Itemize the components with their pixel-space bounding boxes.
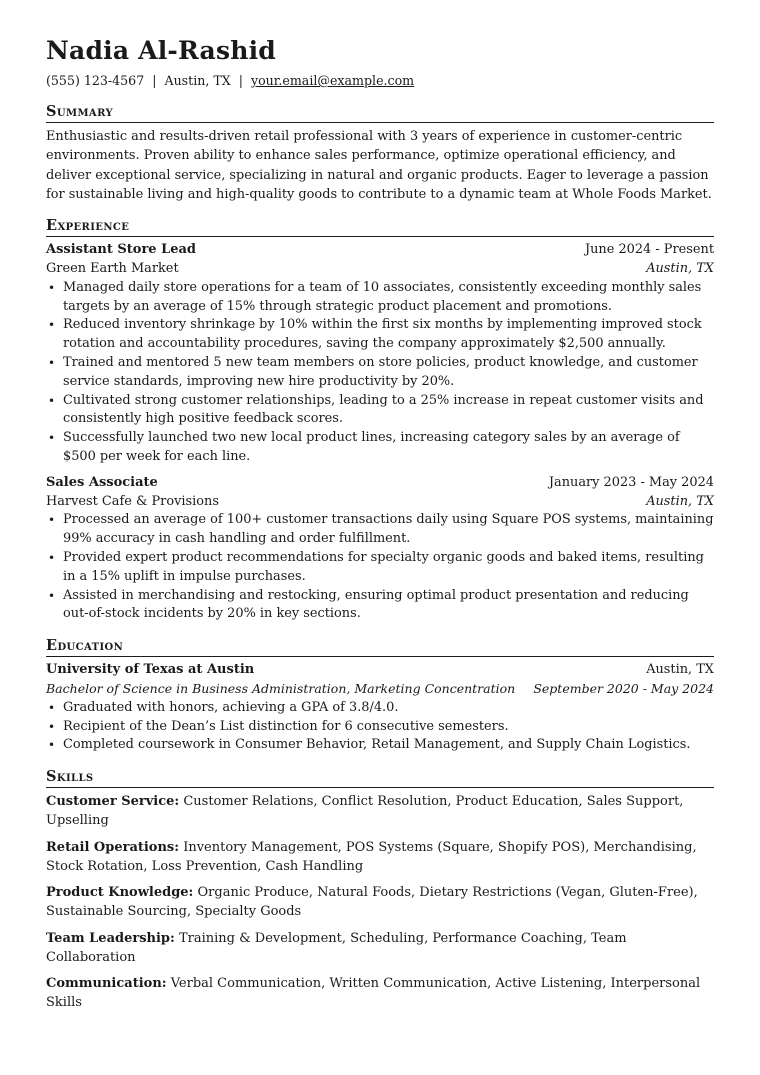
bullet-item: • Recipient of the Dean’s List distinction for 6 consecutive semesters.	[63, 718, 714, 737]
skill-row	[46, 883, 714, 921]
job-location: Austin, TX	[646, 260, 714, 276]
bullet-item: • Processed an average of 100+ customer transactions daily using Square POS systems, maintaining 99% accuracy in cash handling and order fulfillment.	[63, 511, 714, 549]
job-location: Austin, TX	[646, 493, 714, 509]
bullet-item: • Managed daily store operations for a team of 10 associates, consistently exceeding monthly sales targets by an average of 15% through strategic product placement and promotions.	[63, 279, 714, 317]
education-section	[46, 636, 714, 755]
school-name: University of Texas at Austin	[46, 662, 255, 678]
skill-list: Verbal Communication, Written Communication, Active Listening, Interpersonal Skills	[46, 976, 701, 1011]
phone: (555) 123-4567	[46, 73, 145, 88]
skill-category: Retail Operations:	[46, 839, 180, 855]
bullet-item: • Assisted in merchandising and restocking, ensuring optimal product presentation and reducing out-of-stock incidents by 20% in key sections.	[63, 587, 714, 625]
skill-row	[46, 838, 714, 876]
experience-section	[46, 216, 714, 624]
education-dates: September 2020 - May 2024	[533, 680, 714, 696]
job-bullets	[46, 511, 714, 624]
bullet-item: • Successfully launched two new local product lines, increasing category sales by an average of $500 per week for each line.	[63, 429, 714, 467]
contact-line	[46, 72, 714, 90]
section-title-skills: Skills	[46, 767, 714, 788]
job-dates: January 2023 - May 2024	[548, 474, 714, 490]
school-location: Austin, TX	[646, 662, 714, 678]
location: Austin, TX	[164, 73, 231, 88]
separator: |	[238, 73, 243, 88]
section-title-experience: Experience	[46, 216, 714, 237]
company-name: Green Earth Market	[46, 260, 179, 276]
email-link[interactable]: your.email@example.com	[250, 73, 415, 88]
bullet-item: • Reduced inventory shrinkage by 10% within the first six months by implementing improved stock rotation and accountability procedures, saving the company approximately $2,500 annually.	[63, 316, 714, 354]
skill-category: Customer Service:	[46, 794, 180, 810]
separator: |	[152, 73, 157, 88]
skill-row	[46, 792, 714, 830]
job-entry	[46, 474, 714, 624]
bullet-item: • Graduated with honors, achieving a GPA of 3.8/4.0.	[63, 699, 714, 718]
job-dates: June 2024 - Present	[584, 242, 714, 258]
skill-list: Training & Development, Scheduling, Performance Coaching, Team Collaboration	[46, 930, 627, 965]
job-title: Assistant Store Lead	[46, 242, 197, 258]
skill-category: Communication:	[46, 976, 167, 992]
summary-text: Enthusiastic and results-driven retail professional with 3 years of experience in customer-centric environments. Proven ability to enhance sales performance, optimize operational efficiency, and deliver exceptional service, specializing in natural and organic products. Eager to leverage a passion for sustainable living and high-quality goods to contribute to a dynamic team at Whole Foods Market.	[46, 129, 712, 202]
bullet-item: • Completed coursework in Consumer Behavior, Retail Management, and Supply Chain Logistics.	[63, 736, 714, 755]
skill-list: Organic Produce, Natural Foods, Dietary Restrictions (Vegan, Gluten-Free), Sustainable Sourcing, Specialty Goods	[46, 885, 698, 920]
candidate-name: Nadia Al-Rashid	[46, 36, 276, 65]
education-bullets	[46, 699, 714, 755]
company-name: Harvest Cafe & Provisions	[46, 493, 219, 509]
degree: Bachelor of Science in Business Administration, Marketing Concentration	[46, 680, 516, 696]
job-title: Sales Associate	[46, 474, 158, 490]
bullet-item: • Provided expert product recommendations for specialty organic goods and baked items, resulting in a 15% uplift in impulse purchases.	[63, 549, 714, 587]
job-entry	[46, 241, 714, 467]
summary-section	[46, 102, 714, 204]
bullet-item: • Cultivated strong customer relationships, leading to a 25% increase in repeat customer visits and consistently high positive feedback scores.	[63, 392, 714, 430]
section-title-summary: Summary	[46, 102, 714, 123]
skill-list: Inventory Management, POS Systems (Square, Shopify POS), Merchandising, Stock Rotation, Loss Prevention, Cash Handling	[46, 839, 697, 874]
skill-category: Team Leadership:	[46, 930, 175, 946]
skills-section	[46, 767, 714, 1012]
section-title-education: Education	[46, 636, 714, 657]
skill-row	[46, 974, 714, 1012]
skill-list: Customer Relations, Conflict Resolution, Product Education, Sales Support, Upselling	[46, 794, 684, 829]
skill-row	[46, 929, 714, 967]
bullet-item: • Trained and mentored 5 new team members on store policies, product knowledge, and customer service standards, improving new hire productivity by 20%.	[63, 354, 714, 392]
job-bullets	[46, 279, 714, 467]
skill-category: Product Knowledge:	[46, 885, 194, 901]
